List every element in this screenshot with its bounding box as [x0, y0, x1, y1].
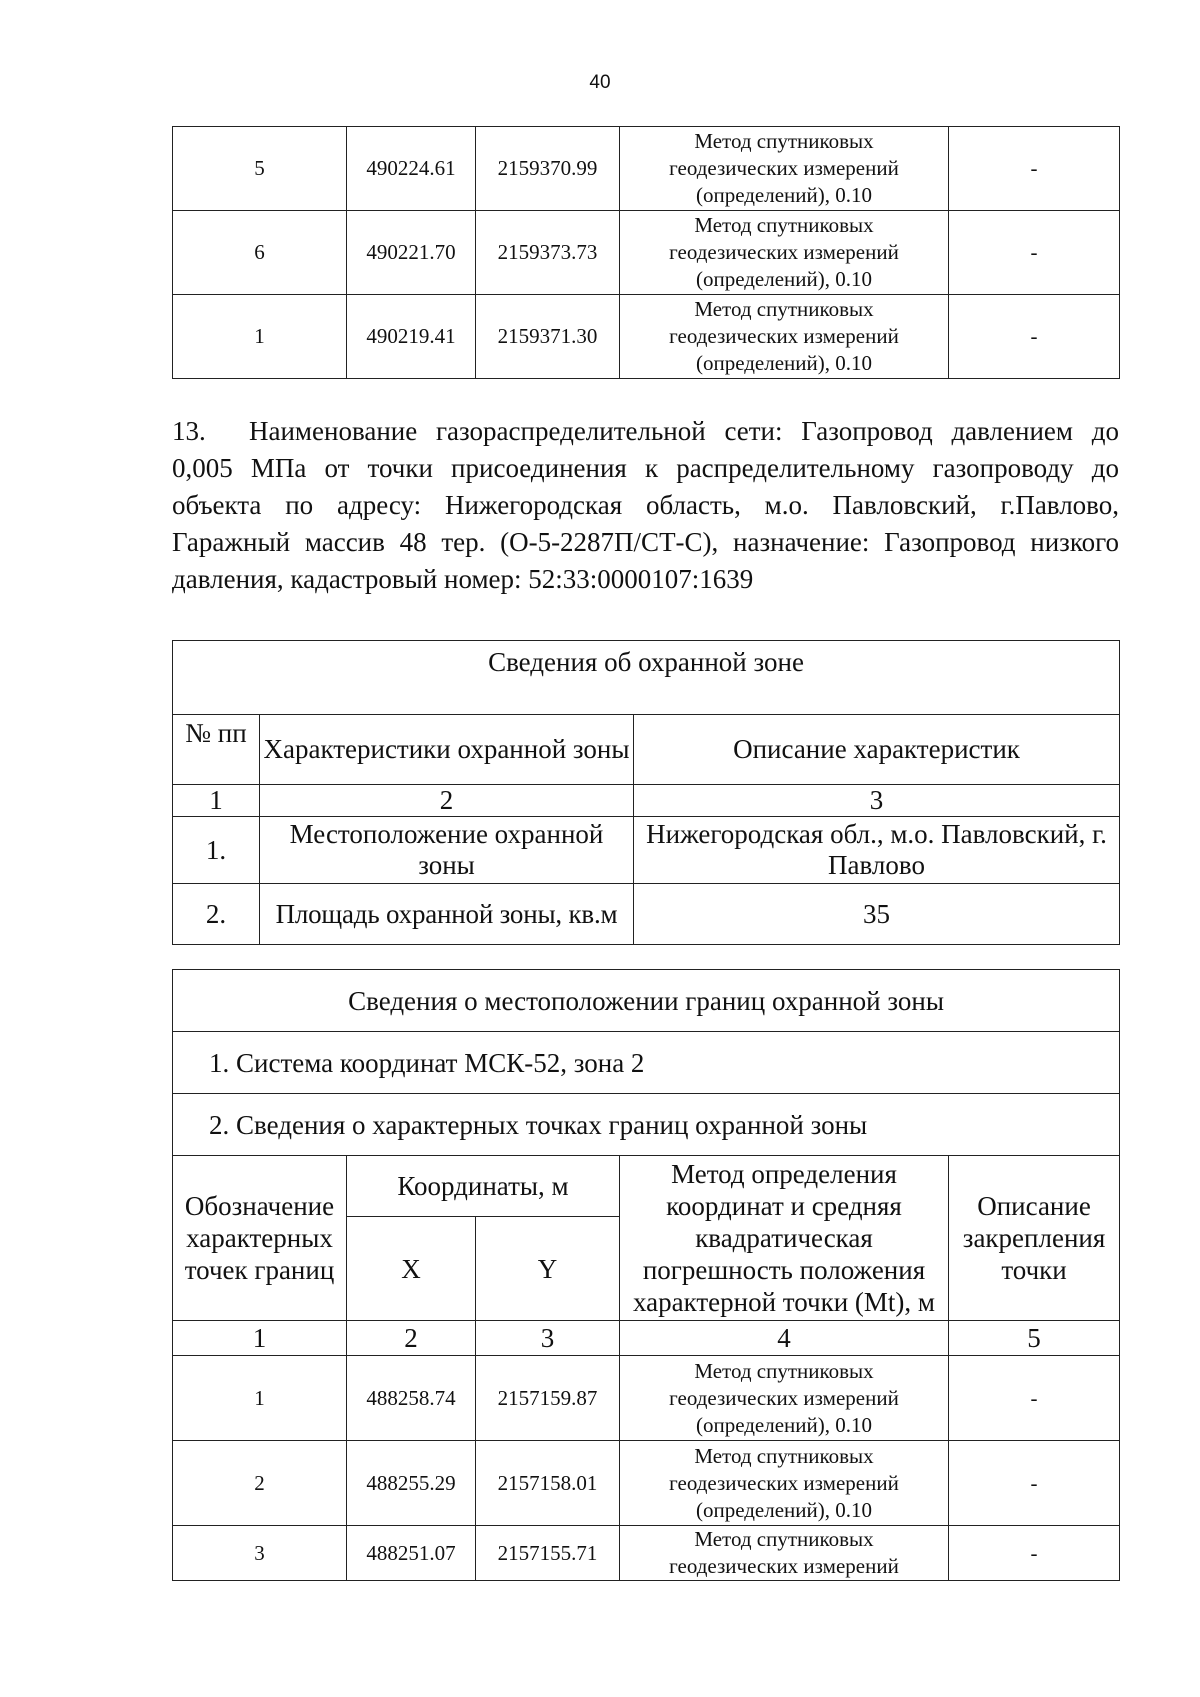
point-id: 2 — [173, 1441, 347, 1526]
header-designation: Обозначение характерных точек границ — [173, 1156, 347, 1321]
method-cell — [620, 1526, 949, 1581]
table-row — [173, 1356, 1120, 1441]
coordinates-table-continued — [172, 126, 1120, 379]
protection-zone-table — [172, 640, 1120, 945]
points-title: 2. Сведения о характерных точках границ охранной зоны — [173, 1094, 1120, 1156]
table-row — [173, 211, 1120, 295]
method-line: Метод спутниковых — [694, 1527, 874, 1551]
point-desc: - — [949, 295, 1120, 379]
table-row — [173, 817, 1120, 884]
bounds-table-title: Сведения о местоположении границ охранной зоны — [173, 970, 1120, 1032]
point-id: 1 — [173, 295, 347, 379]
row-characteristic: Местоположение охранной зоны — [260, 817, 634, 884]
header-fixing-description: Описание закрепления точки — [949, 1156, 1120, 1321]
header-characteristics: Характеристики охранной зоны — [260, 715, 634, 785]
zone-boundaries-table — [172, 969, 1120, 1581]
method-cell — [620, 1356, 949, 1441]
row-number: 1. — [173, 817, 260, 884]
coord-x: 490224.61 — [347, 127, 476, 211]
point-id: 5 — [173, 127, 347, 211]
method-line: (определений), 0.10 — [695, 1412, 873, 1437]
index-cell: 2 — [260, 785, 634, 817]
method-line: Метод спутниковых — [694, 129, 874, 153]
row-number: 2. — [173, 884, 260, 945]
table-row — [173, 1526, 1120, 1581]
zone-table-title: Сведения об охранной зоне — [173, 641, 1120, 715]
method-line: геодезических измерений — [669, 1470, 899, 1495]
table-row — [173, 127, 1120, 211]
method-line: (определений), 0.10 — [695, 351, 873, 375]
header-number: № пп — [173, 715, 260, 785]
index-cell: 1 — [173, 1321, 347, 1356]
method-cell — [620, 127, 949, 211]
method-line: Метод спутниковых — [694, 1443, 874, 1468]
point-desc: - — [949, 211, 1120, 295]
header-description: Описание характеристик — [634, 715, 1120, 785]
point-desc: - — [949, 127, 1120, 211]
method-line: Метод спутниковых — [694, 1358, 874, 1383]
coordinate-system: 1. Система координат МСК-52, зона 2 — [173, 1032, 1120, 1094]
method-cell — [620, 211, 949, 295]
point-id: 1 — [173, 1356, 347, 1441]
coord-x: 488258.74 — [347, 1356, 476, 1441]
method-line: геодезических измерений — [669, 240, 899, 264]
method-line: (определений), 0.10 — [695, 183, 873, 207]
header-x: X — [347, 1217, 476, 1321]
method-line: геодезических измерений — [669, 156, 899, 180]
section-number: 13. — [172, 416, 206, 446]
header-y: Y — [476, 1217, 620, 1321]
header-coordinates: Координаты, м — [347, 1156, 620, 1217]
point-desc: - — [949, 1356, 1120, 1441]
method-line: геодезических измерений — [669, 1385, 899, 1410]
coord-y: 2159373.73 — [476, 211, 620, 295]
table-row — [173, 884, 1120, 945]
coord-y: 2159370.99 — [476, 127, 620, 211]
row-description: 35 — [634, 884, 1120, 945]
coord-y: 2157158.01 — [476, 1441, 620, 1526]
method-line: (определений), 0.10 — [695, 267, 873, 291]
coord-x: 490221.70 — [347, 211, 476, 295]
row-description: Нижегородская обл., м.о. Павловский, г. Павлово — [634, 817, 1120, 884]
section-13-paragraph — [172, 413, 1119, 598]
method-line: геодезических измерений — [669, 324, 899, 348]
point-desc: - — [949, 1441, 1120, 1526]
method-cell — [620, 1441, 949, 1526]
method-line: Метод спутниковых — [694, 213, 874, 237]
point-id: 3 — [173, 1526, 347, 1581]
table-row — [173, 1441, 1120, 1526]
method-line: геодезических измерений — [669, 1554, 899, 1578]
coord-y: 2159371.30 — [476, 295, 620, 379]
page-number: 40 — [589, 72, 611, 93]
index-cell: 3 — [476, 1321, 620, 1356]
coord-x: 490219.41 — [347, 295, 476, 379]
point-id: 6 — [173, 211, 347, 295]
method-line: Метод спутниковых — [694, 297, 874, 321]
index-cell: 5 — [949, 1321, 1120, 1356]
index-cell: 3 — [634, 785, 1120, 817]
method-line: (определений), 0.10 — [695, 1497, 873, 1522]
section-text: Наименование газораспределительной сети: Газопровод давлением до 0,005 МПа от точки присоединения к распределительному газопроводу до объекта по адресу: Нижегородская область, м.о. Павловский, г.Павлово, Гаражный массив 48 тер. (О-5-2287П/СТ-С), назначение: Газопровод низкого давления, кадастровый номер: 52:33:0000107:1639 — [172, 416, 1119, 594]
header-method: Метод определения координат и средняя квадратическая погрешность положения характерной точки (Mt), м — [620, 1156, 949, 1321]
coord-y: 2157155.71 — [476, 1526, 620, 1581]
coord-x: 488255.29 — [347, 1441, 476, 1526]
index-cell: 4 — [620, 1321, 949, 1356]
coord-y: 2157159.87 — [476, 1356, 620, 1441]
method-cell — [620, 295, 949, 379]
table-row — [173, 295, 1120, 379]
point-desc: - — [949, 1526, 1120, 1581]
coord-x: 488251.07 — [347, 1526, 476, 1581]
row-characteristic: Площадь охранной зоны, кв.м — [260, 884, 634, 945]
index-cell: 1 — [173, 785, 260, 817]
index-cell: 2 — [347, 1321, 476, 1356]
